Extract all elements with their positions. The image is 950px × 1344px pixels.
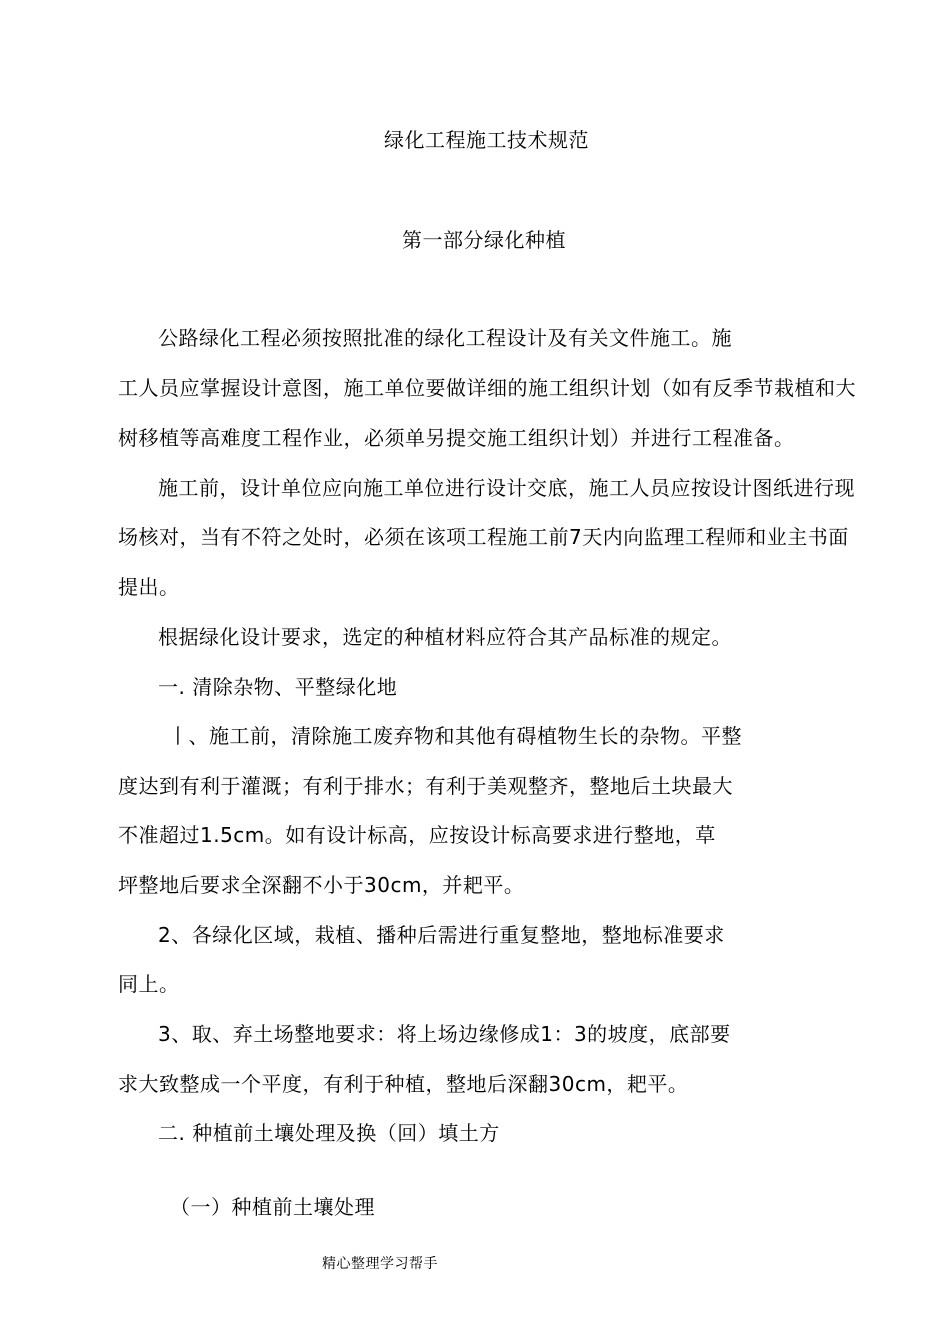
paragraph-line: 场核对，当有不符之处时，必须在该项工程施工前7天内向监理工程师和业主书面 [118, 525, 849, 549]
paragraph-line: 同上。 [118, 972, 180, 996]
paragraph-line: 提出。 [118, 575, 180, 599]
paragraph-line: 坪整地后要求全深翻不小于30cm，并耙平。 [118, 873, 525, 897]
paragraph-line: 3、取、弃土场整地要求：将上场边缘修成1：3的坡度，底部要 [158, 1022, 731, 1046]
section-heading: 一. 清除杂物、平整绿化地 [158, 675, 398, 699]
paragraph-line: 施工前，设计单位应向施工单位进行设计交底，施工人员应按设计图纸进行现 [158, 476, 855, 500]
paragraph-line: 公路绿化工程必须按照批准的绿化工程设计及有关文件施工。施 [158, 326, 732, 350]
page-footer: 精心整理学习帮手 [322, 1256, 438, 1272]
part-title: 第一部分绿化种植 [402, 228, 566, 252]
paragraph-line: 不准超过1.5cm。如有设计标高，应按设计标高要求进行整地，草 [118, 823, 716, 847]
paragraph-line: 2、各绿化区域，栽植、播种后需进行重复整地，整地标准要求 [158, 923, 725, 947]
paragraph-line: 树移植等高难度工程作业，必须单另提交施工组织计划）并进行工程准备。 [118, 426, 795, 450]
paragraph-line: 度达到有利于灌溉；有利于排水；有利于美观整齐，整地后土块最大 [118, 774, 733, 798]
paragraph-line: 根据绿化设计要求，选定的种植材料应符合其产品标准的规定。 [158, 625, 732, 649]
subsection-heading: （一）种植前土壤处理 [170, 1195, 375, 1219]
paragraph-line: 求大致整成一个平度，有利于种植，整地后深翻30cm，耙平。 [118, 1072, 689, 1096]
section-heading: 二. 种植前土壤处理及换（回）填土方 [158, 1121, 500, 1145]
paragraph-line: 工人员应掌握设计意图，施工单位要做详细的施工组织计划（如有反季节栽植和大 [118, 376, 856, 400]
document-title: 绿化工程施工技术规范 [384, 128, 589, 152]
paragraph-line: 丨、施工前，清除施工废弃物和其他有碍植物生长的杂物。平整 [168, 724, 742, 748]
